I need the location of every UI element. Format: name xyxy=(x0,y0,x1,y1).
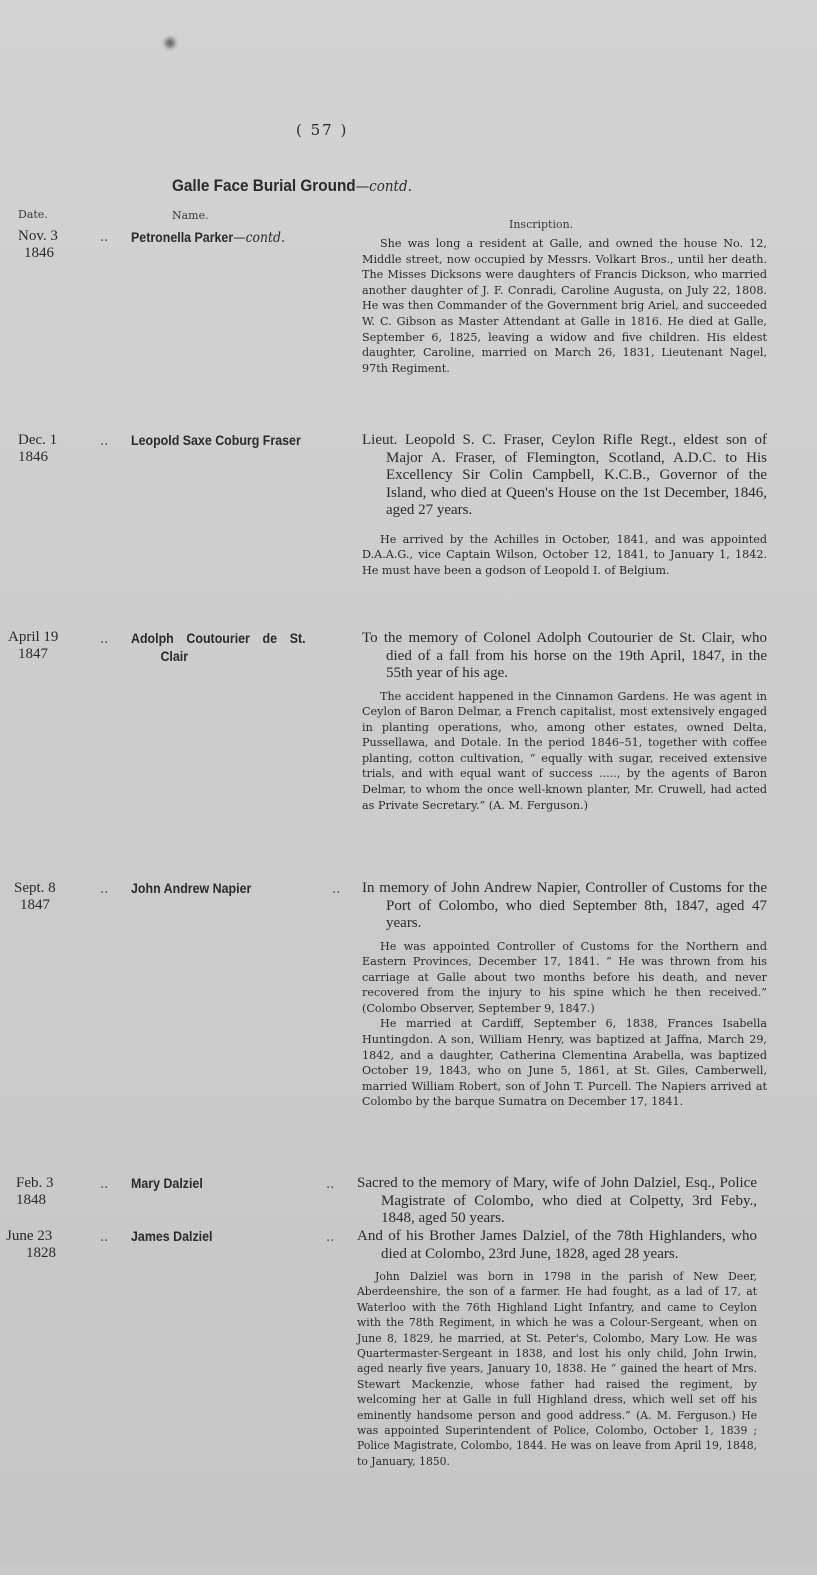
entry-note: She was long a resident at Galle, and owned the house No. 12, Middle street, now occupied by Messrs. Volkart Bros., until her death. The Misses Dicksons were daughters of Francis Dickson, who married another daughter of J. F. Conradi, Caroline Augusta, on July 22, 1808. He was then Commander of the Government brig Ariel, and succeeded W. C. Gibson as Master Attendant at Galle in 1816. He died at Galle, September 6, 1825, leaving a widow and five children. His eldest daughter, Caroline, married on March 26, 1831, Lieutenant Nagel, 97th Regiment. xyxy=(362,237,767,375)
entry-note: He arrived by the Achilles in October, 1841, and was appointed D.A.A.G., vice Captain Wilson, October 12, 1841, to January 1, 1842. He must have been a godson of Leopold I. of Belgium. xyxy=(362,532,767,577)
entry-date: Nov. 3 1846 xyxy=(18,228,58,261)
leader-dots: .. xyxy=(326,1177,335,1192)
entry-note: The accident happened in the Cinnamon Gardens. He was agent in Ceylon of Baron Delmar, a French capitalist, most extensively engaged in planting operations, who, among other estates, owned Delta, Pussellawa, and Dotale. In the period 1846–51, together with coffee planting, cotton cultivation, “ equally with sugar, received extensive trials, and with equal want of success ....., by the agents of Baron Delmar, to whom the once well-known planter, Mr. Cruwell, had acted as Private Secretary.” (A. M. Ferguson.) xyxy=(362,689,767,812)
leader-dots: .. xyxy=(100,434,109,449)
page-title: Galle Face Burial Ground—contd. xyxy=(172,176,412,195)
entry-name: Adolph Coutourier de St. Clair xyxy=(131,631,306,664)
entry-name: James Dalziel xyxy=(131,1229,213,1244)
ink-smudge xyxy=(165,38,175,48)
entry-name: John Andrew Napier xyxy=(131,881,252,896)
entry-date: April 19 1847 xyxy=(8,629,59,662)
page-number: ( 57 ) xyxy=(296,121,349,139)
inscription-text: Sacred to the memory of Mary, wife of John Dalziel, Esq., Police Magistrate of Colombo, who died at Colpetty, 3rd Feby., 1848, aged 50 years. xyxy=(357,1175,757,1226)
entry-inscription xyxy=(362,236,767,376)
leader-dots: .. xyxy=(100,1177,109,1192)
column-header-inscription: Inscription. xyxy=(509,218,574,231)
inscription-text: And of his Brother James Dalziel, of the 78th Highlanders, who died at Colombo, 23rd June, 1828, aged 28 years. xyxy=(357,1228,757,1262)
entry-note: He was appointed Controller of Customs for the Northern and Eastern Provinces, December 17, 1841. “ He was thrown from his carriage at Galle about two months before his death, and never recovered from the injury to his spine which he then received.” (Colombo Observer, September 9, 1847.) xyxy=(362,939,767,1015)
leader-dots: .. xyxy=(332,882,341,897)
entry-note: John Dalziel was born in 1798 in the parish of New Deer, Aberdeenshire, the son of a farmer. He had fought, as a lad of 17, at Waterloo with the 76th Highland Light Infantry, and came to Ceylon with the 78th Regiment, in which he was a Colour-Sergeant, when on June 8, 1829, he married, at St. Peter's, Colombo, Mary Low. He was Quartermaster-Sergeant in 1838, and lost his only child, John Irwin, aged nearly five years, January 10, 1838. He “ gained the heart of Mrs. Stewart Mackenzie, whose father had raised the regiment, by welcoming her at Galle in full Highland dress, which well set off his eminently handsome person and good address.” (A. M. Ferguson.) He was appointed Superintendent of Police, Colombo, October 1, 1839 ; Police Magistrate, Colombo, 1844. He was on leave from April 19, 1848, to January, 1850. xyxy=(357,1270,757,1468)
entry-date: Sept. 8 1847 xyxy=(14,880,56,913)
leader-dots: .. xyxy=(100,882,109,897)
leader-dots: .. xyxy=(100,230,109,245)
entry-date: Feb. 3 1848 xyxy=(16,1175,54,1208)
inscription-text: In memory of John Andrew Napier, Controller of Customs for the Port of Colombo, who died September 8th, 1847, aged 47 years. xyxy=(362,880,767,931)
entry-inscription xyxy=(362,880,767,1110)
entry-inscription xyxy=(362,630,767,813)
leader-dots: .. xyxy=(326,1230,335,1245)
column-header-date: Date. xyxy=(18,208,48,221)
entry-inscription xyxy=(362,432,767,578)
entry-name: Petronella Parker—contd. xyxy=(131,230,285,246)
leader-dots: .. xyxy=(100,632,109,647)
entry-date: Dec. 1 1846 xyxy=(18,432,58,465)
inscription-text: Lieut. Leopold S. C. Fraser, Ceylon Rifle Regt., eldest son of Major A. Fraser, of Flemington, Scotland, A.D.C. to His Excellency Sir Colin Campbell, K.C.B., Governor of the Island, who died at Queen's House on the 1st December, 1846, aged 27 years. xyxy=(362,432,767,518)
leader-dots: .. xyxy=(100,1230,109,1245)
entry-inscription xyxy=(357,1175,757,1228)
entry-inscription xyxy=(357,1228,757,1469)
inscription-text: To the memory of Colonel Adolph Coutourier de St. Clair, who died of a fall from his horse on the 19th April, 1847, in the 55th year of his age. xyxy=(362,630,767,681)
entry-name: Leopold Saxe Coburg Fraser xyxy=(131,433,301,448)
entry-date: June 23 1828 xyxy=(6,1228,56,1261)
column-header-name: Name. xyxy=(172,209,209,222)
entry-name: Mary Dalziel xyxy=(131,1176,203,1191)
entry-note: He married at Cardiff, September 6, 1838, Frances Isabella Huntingdon. A son, William Henry, was baptized at Jaffna, March 29, 1842, and a daughter, Catherina Clementina Arabella, was baptized October 19, 1843, who on June 5, 1861, at St. Giles, Camberwell, married William Robert, son of John T. Purcell. The Napiers arrived at Colombo by the barque Sumatra on December 17, 1841. xyxy=(362,1017,767,1109)
